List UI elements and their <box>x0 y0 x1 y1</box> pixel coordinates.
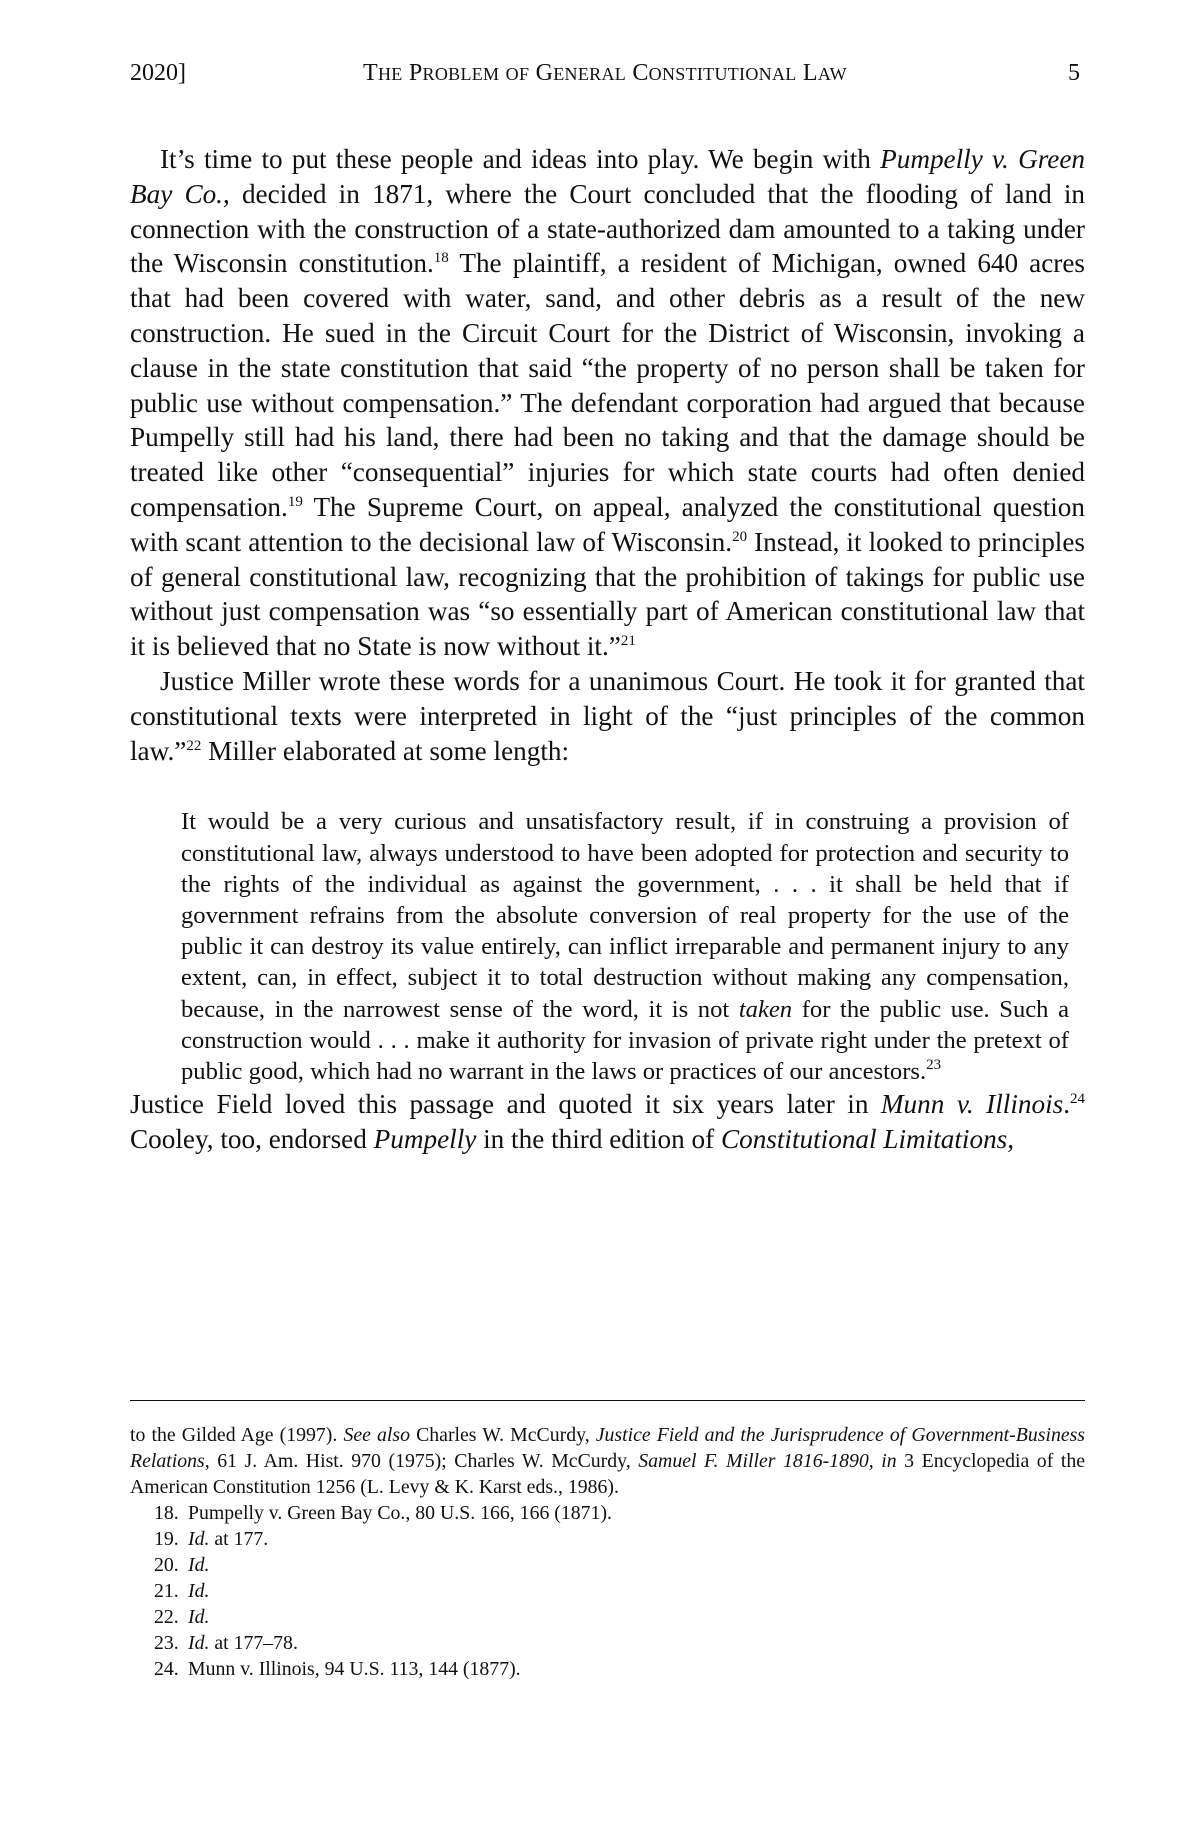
footnotes <box>130 1422 1085 1682</box>
text: It’s time to put these people and ideas into play. We begin with <box>160 144 881 174</box>
footnote-number: 24. <box>154 1658 179 1680</box>
signal: See also <box>343 1424 410 1446</box>
text: to the Gilded Age (1997). <box>130 1424 344 1446</box>
text: Instead, it looked to principles of general constitutional law, recognizing that the prohibition of takings for public use without just compensation was “so essentially part of American constitutional law that it is believed that no State is now without it.” <box>130 526 1085 662</box>
footnote <box>130 1656 1085 1682</box>
text: 3 Encyclopedia of the American Constitution 1256 (L. Levy & K. Karst eds., 1986). <box>130 1450 1086 1498</box>
footnote-ref: 19 <box>287 493 303 510</box>
text: Charles W. McCurdy, <box>409 1424 596 1446</box>
footnote-ref: 23 <box>926 1056 942 1073</box>
volume-year: 2020] <box>130 60 186 86</box>
footnote-ref: 22 <box>186 737 202 754</box>
footnote-italic: Id. <box>188 1528 210 1550</box>
text: Justice Field loved this passage and quoted it six years later in <box>130 1089 881 1120</box>
text: The Supreme Court, on appeal, analyzed the constitutional question with scant attention to the decisional law of Wisconsin. <box>130 491 1085 557</box>
footnote-number: 23. <box>154 1632 179 1654</box>
text: , <box>868 1450 882 1472</box>
footnote-ref: 24 <box>1070 1091 1085 1108</box>
article-title: Samuel F. Miller 1816-1890 <box>638 1450 869 1472</box>
footnote-number: 22. <box>154 1606 179 1628</box>
block-quote <box>181 806 1069 1087</box>
footnote-italic: Id. <box>188 1606 210 1628</box>
footnote-italic: Id. <box>188 1580 210 1602</box>
book-title: Constitutional Limitations <box>720 1123 1008 1154</box>
running-title <box>130 56 1080 91</box>
text: , 61 J. Am. Hist. 970 (1975); Charles W. McCurdy, <box>204 1450 639 1472</box>
text: in the third edition of <box>476 1123 721 1154</box>
text: It would be a very curious and unsatisfactory result, if in construing a provision of constitutional law, always understood to have been adopted for protection and security to the rights of the individual as against the government, . . . it shall be held that if government refrains from the absolute conversion of real property for the use of the public it can destroy its value entirely, can inflict irreparable and permanent injury to any extent, can, in effect, subject it to total destruction without making any compensation, because, in the narrowest sense of the word, it is not <box>181 808 1069 1023</box>
footnote-text: Pumpelly v. Green Bay Co., 80 U.S. 166, 166 (1871). <box>188 1502 612 1524</box>
footnote-italic: Id. <box>188 1554 210 1576</box>
footnote <box>130 1526 1085 1552</box>
paragraph <box>130 1087 1085 1157</box>
running-title-text: THE PROBLEM OF GENERAL CONSTITUTIONAL LAW <box>363 60 847 86</box>
case-name: Munn v. Illinois <box>880 1089 1064 1120</box>
footnote <box>130 1552 1085 1578</box>
text: . <box>1063 1089 1070 1120</box>
text: Cooley, too, endorsed <box>130 1123 374 1154</box>
paragraph <box>130 664 1085 768</box>
signal: in <box>881 1450 897 1472</box>
case-name: Pumpelly <box>373 1123 477 1154</box>
paragraph <box>130 142 1085 664</box>
emphasis: taken <box>738 995 793 1023</box>
text: for the public use. Such a construction would . . . make it authority for invasion of private right under the pretext of public good, which had no warrant in the laws or practices of our ancestors. <box>181 995 1070 1085</box>
text: , decided in 1871, where the Court concluded that the flooding of land in connection with the construction of a state-authorized dam amounted to a taking under the Wisconsin constitution. <box>130 178 1085 279</box>
running-header <box>130 56 1080 90</box>
article-title: Justice Field and the Jurisprudence of Government-Business Relations <box>130 1424 1086 1472</box>
text: Miller elaborated at some length: <box>201 735 570 766</box>
case-name: Pumpelly v. Green Bay Co. <box>130 144 1086 209</box>
footnote-ref: 20 <box>732 528 748 545</box>
footnote-italic: Id. <box>188 1632 210 1654</box>
footnote-number: 19. <box>154 1528 179 1550</box>
quote-text <box>181 806 1069 1087</box>
footnote <box>130 1578 1085 1604</box>
footnote-number: 21. <box>154 1580 179 1602</box>
footnote-ref: 21 <box>620 633 636 650</box>
footnote-continued <box>130 1422 1085 1500</box>
footnote-text: at 177–78. <box>209 1632 298 1654</box>
footnote-ref: 18 <box>433 250 449 267</box>
footnote <box>130 1630 1085 1656</box>
text: The plaintiff, a resident of Michigan, owned 640 acres that had been covered with water, sand, and other debris as a result of the new construction. He sued in the Circuit Court for the District of Wisconsin, invoking a clause in the state constitution that said “the property of no person shall be taken for public use without compensation.” The defendant corporation had argued that because Pumpelly still had his land, there had been no taking and that the damage should be treated like other “consequential” injuries for which state courts had often denied compensation. <box>130 248 1086 522</box>
footnote-text: at 177. <box>209 1528 269 1550</box>
footnote-divider <box>130 1400 1085 1401</box>
footnote <box>130 1500 1085 1526</box>
footnote-number: 20. <box>154 1554 179 1576</box>
text: Justice Miller wrote these words for a unanimous Court. He took it for granted that constitutional texts were interpreted in light of the “just principles of the common law.” <box>130 665 1085 766</box>
footnote-text: Munn v. Illinois, 94 U.S. 113, 144 (1877). <box>188 1658 521 1680</box>
footnote <box>130 1604 1085 1630</box>
text: , <box>1007 1123 1015 1154</box>
article-body <box>130 142 1085 1157</box>
page-number: 5 <box>1068 60 1080 86</box>
footnote-number: 18. <box>154 1502 179 1524</box>
